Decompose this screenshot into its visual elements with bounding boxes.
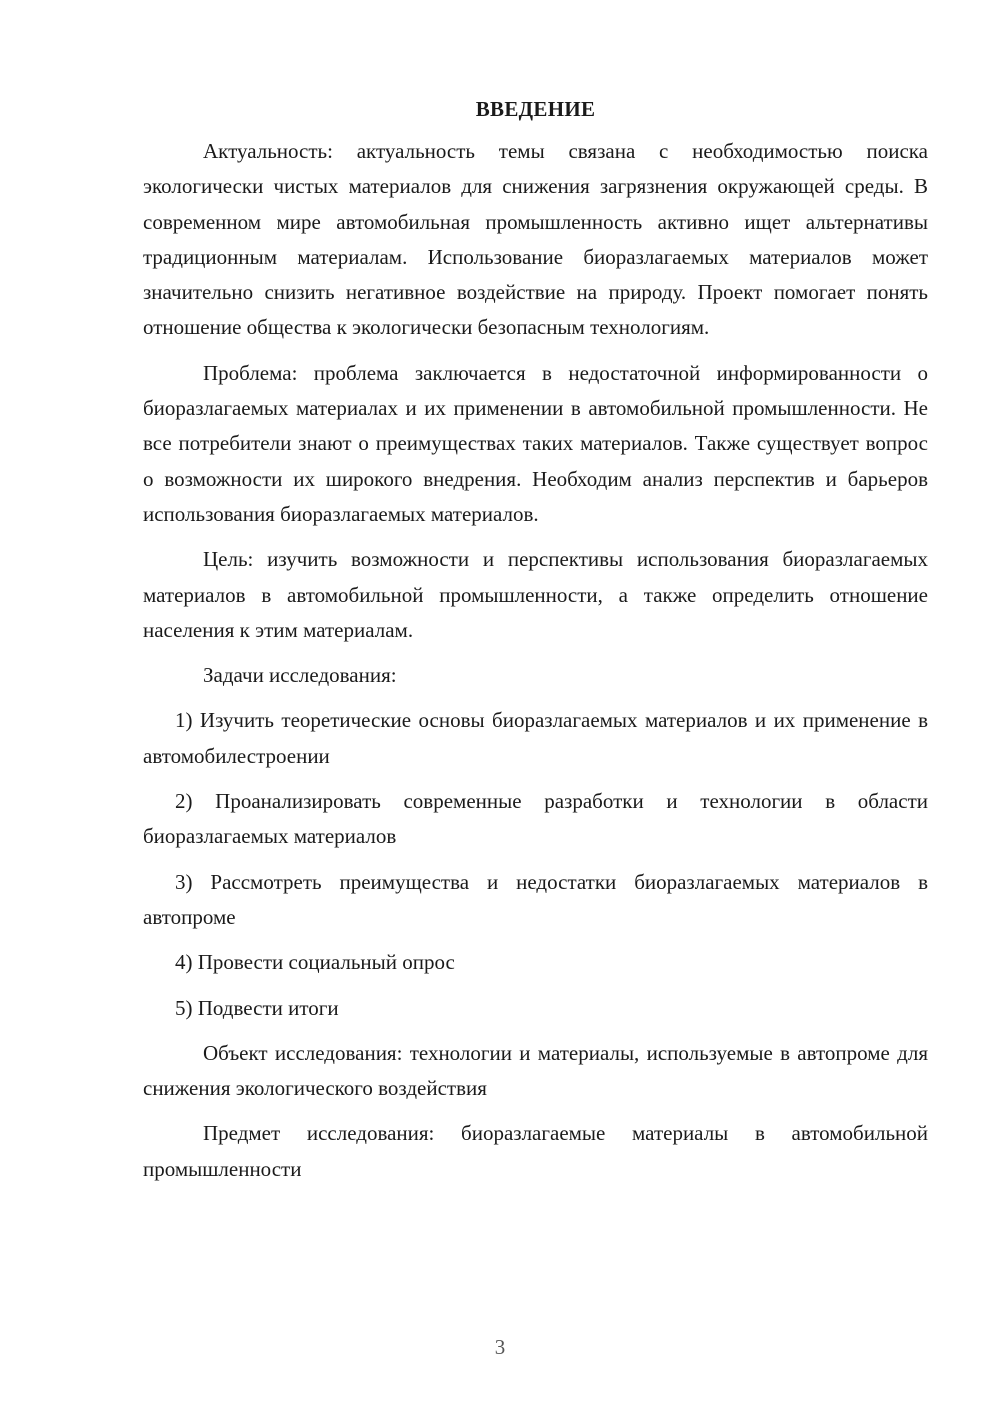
paragraph-subject: Предмет исследования: биоразлагаемые материалы в автомобильной промышленности xyxy=(143,1121,928,1181)
paragraph-object: Объект исследования: технологии и материалы, используемые в автопроме для снижения экологического воздействия xyxy=(143,1040,928,1101)
document-page xyxy=(143,96,928,1197)
document-title: ВВЕДЕНИЕ xyxy=(475,97,596,121)
tasks-heading: Задачи исследования: xyxy=(203,663,397,688)
task-item-2: 2) Проанализировать современные разработки и технологии в области биоразлагаемых материалов xyxy=(143,789,928,849)
task-item-3: 3) Рассмотреть преимущества и недостатки биоразлагаемых материалов в автопроме xyxy=(143,869,928,929)
paragraph-relevance: Актуальность: актуальность темы связана с необходимостью поиска экологически чистых материалов для снижения загрязнения окружающей среды. В современном мире автомобильная промышленность активно ищет альтернативы традиционным материалам. Использование биоразлагаемых материалов может значительно снизить негативное воздействие на природу. Проект помогает понять отношение общества к экологически безопасным технологиям. xyxy=(143,139,928,340)
paragraph-problem: Проблема: проблема заключается в недостаточной информированности о биоразлагаемых материалах и их применении в автомобильной промышленности. Не все потребители знают о преимуществах таких материалов. Также существует вопрос о возможности их широкого внедрения. Необходим анализ перспектив и барьеров использования биоразлагаемых материалов. xyxy=(143,360,928,526)
paragraph-goal: Цель: изучить возможности и перспективы использования биоразлагаемых материалов в автомобильной промышленности, а также определить отношение населения к этим материалам. xyxy=(143,547,928,642)
task-item-1: 1) Изучить теоретические основы биоразлагаемых материалов и их применение в автомобилестроении xyxy=(143,708,928,768)
task-item-4: 4) Провести социальный опрос xyxy=(175,950,455,975)
task-item-5: 5) Подвести итоги xyxy=(175,995,339,1020)
page-number: 3 xyxy=(494,1335,506,1359)
